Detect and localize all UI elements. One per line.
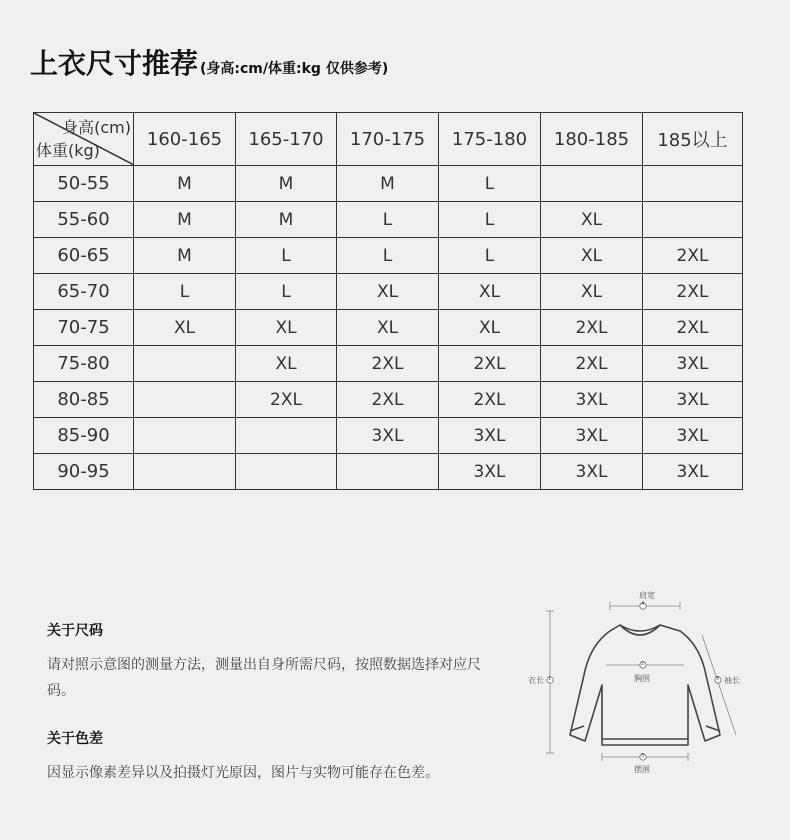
- size-cell: XL: [541, 238, 643, 274]
- page-title: [30, 42, 388, 82]
- size-cell: M: [134, 166, 236, 202]
- size-cell: XL: [439, 274, 541, 310]
- weight-range-cell: 80-85: [34, 382, 134, 418]
- weight-range-cell: 70-75: [34, 310, 134, 346]
- size-cell: 2XL: [236, 382, 337, 418]
- size-cell: 2XL: [541, 346, 643, 382]
- measurement-diagram: [520, 585, 760, 785]
- size-cell: [236, 454, 337, 490]
- sleeve-length-label: 袖长: [724, 676, 740, 685]
- body-length-marker: 1: [548, 676, 552, 682]
- size-cell: M: [337, 166, 439, 202]
- shoulder-width-marker: 4: [641, 601, 645, 607]
- size-cell: 3XL: [439, 454, 541, 490]
- size-cell: XL: [337, 274, 439, 310]
- weight-range-cell: 75-80: [34, 346, 134, 382]
- corner-weight-label: 体重(kg): [36, 141, 100, 160]
- size-cell: L: [236, 238, 337, 274]
- height-header-cell: 165-170: [236, 113, 337, 166]
- color-note-text: 因显示像素差异以及拍摄灯光原因，图片与实物可能存在色差。: [47, 765, 439, 781]
- table-row: [34, 310, 743, 346]
- table-corner-cell: [34, 113, 134, 166]
- size-cell: 2XL: [643, 238, 743, 274]
- size-cell: 3XL: [337, 418, 439, 454]
- size-cell: 3XL: [643, 346, 743, 382]
- size-cell: L: [439, 202, 541, 238]
- size-cell: 3XL: [643, 454, 743, 490]
- size-cell: 2XL: [337, 346, 439, 382]
- weight-range-cell: 50-55: [34, 166, 134, 202]
- size-cell: L: [439, 166, 541, 202]
- size-cell: [337, 454, 439, 490]
- size-cell: [541, 166, 643, 202]
- size-cell: XL: [236, 310, 337, 346]
- size-cell: XL: [541, 274, 643, 310]
- size-cell: 2XL: [439, 346, 541, 382]
- hem-width-label: 摆围: [634, 765, 650, 774]
- size-cell: [134, 382, 236, 418]
- size-cell: L: [236, 274, 337, 310]
- size-chart-table: [33, 112, 743, 490]
- size-note-text: 请对照示意图的测量方法，测量出自身所需尺码，按照数据选择对应尺码。: [47, 657, 481, 699]
- size-cell: 2XL: [439, 382, 541, 418]
- size-cell: XL: [337, 310, 439, 346]
- size-cell: 2XL: [643, 274, 743, 310]
- size-cell: 3XL: [541, 382, 643, 418]
- size-cell: [643, 202, 743, 238]
- table-header-row: [34, 113, 743, 166]
- table-row: [34, 166, 743, 202]
- table-row: [34, 346, 743, 382]
- table-row: [34, 382, 743, 418]
- size-cell: M: [134, 238, 236, 274]
- table-row: [34, 238, 743, 274]
- height-header-cell: 160-165: [134, 113, 236, 166]
- chest-label: 胸围: [634, 674, 650, 683]
- size-cell: [236, 418, 337, 454]
- size-cell: 2XL: [643, 310, 743, 346]
- size-cell: 3XL: [643, 418, 743, 454]
- size-cell: M: [236, 166, 337, 202]
- title-subtitle: (身高:cm/体重:kg 仅供参考): [200, 61, 389, 77]
- height-header-cell: 185以上: [643, 113, 743, 166]
- size-cell: [643, 166, 743, 202]
- size-cell: XL: [236, 346, 337, 382]
- corner-height-label: 身高(cm): [62, 118, 131, 137]
- height-header-cell: 175-180: [439, 113, 541, 166]
- table-row: [34, 274, 743, 310]
- size-cell: XL: [439, 310, 541, 346]
- height-header-cell: 170-175: [337, 113, 439, 166]
- size-cell: 3XL: [541, 418, 643, 454]
- hem-width-marker: 3: [641, 753, 645, 759]
- sleeve-length-marker: 5: [716, 676, 720, 682]
- size-cell: M: [134, 202, 236, 238]
- weight-range-cell: 85-90: [34, 418, 134, 454]
- table-row: [34, 418, 743, 454]
- color-note-heading: 关于色差: [47, 731, 103, 747]
- size-cell: 3XL: [541, 454, 643, 490]
- chest-marker: 2: [641, 661, 645, 667]
- weight-range-cell: 90-95: [34, 454, 134, 490]
- size-cell: [134, 418, 236, 454]
- weight-range-cell: 55-60: [34, 202, 134, 238]
- weight-range-cell: 65-70: [34, 274, 134, 310]
- size-cell: 3XL: [643, 382, 743, 418]
- size-cell: L: [337, 238, 439, 274]
- shoulder-width-label: 肩宽: [639, 591, 655, 600]
- table-row: [34, 202, 743, 238]
- size-cell: 2XL: [337, 382, 439, 418]
- size-cell: L: [439, 238, 541, 274]
- height-header-cell: 180-185: [541, 113, 643, 166]
- size-cell: [134, 346, 236, 382]
- body-length-label: 衣长: [528, 676, 544, 685]
- size-cell: XL: [541, 202, 643, 238]
- weight-range-cell: 60-65: [34, 238, 134, 274]
- size-cell: 2XL: [541, 310, 643, 346]
- notes-section: [47, 620, 487, 786]
- size-cell: [134, 454, 236, 490]
- table-row: [34, 454, 743, 490]
- size-cell: M: [236, 202, 337, 238]
- size-cell: L: [134, 274, 236, 310]
- title-main: 上衣尺寸推荐: [30, 47, 199, 80]
- size-cell: XL: [134, 310, 236, 346]
- size-cell: L: [337, 202, 439, 238]
- size-note-heading: 关于尺码: [47, 623, 103, 639]
- size-cell: 3XL: [439, 418, 541, 454]
